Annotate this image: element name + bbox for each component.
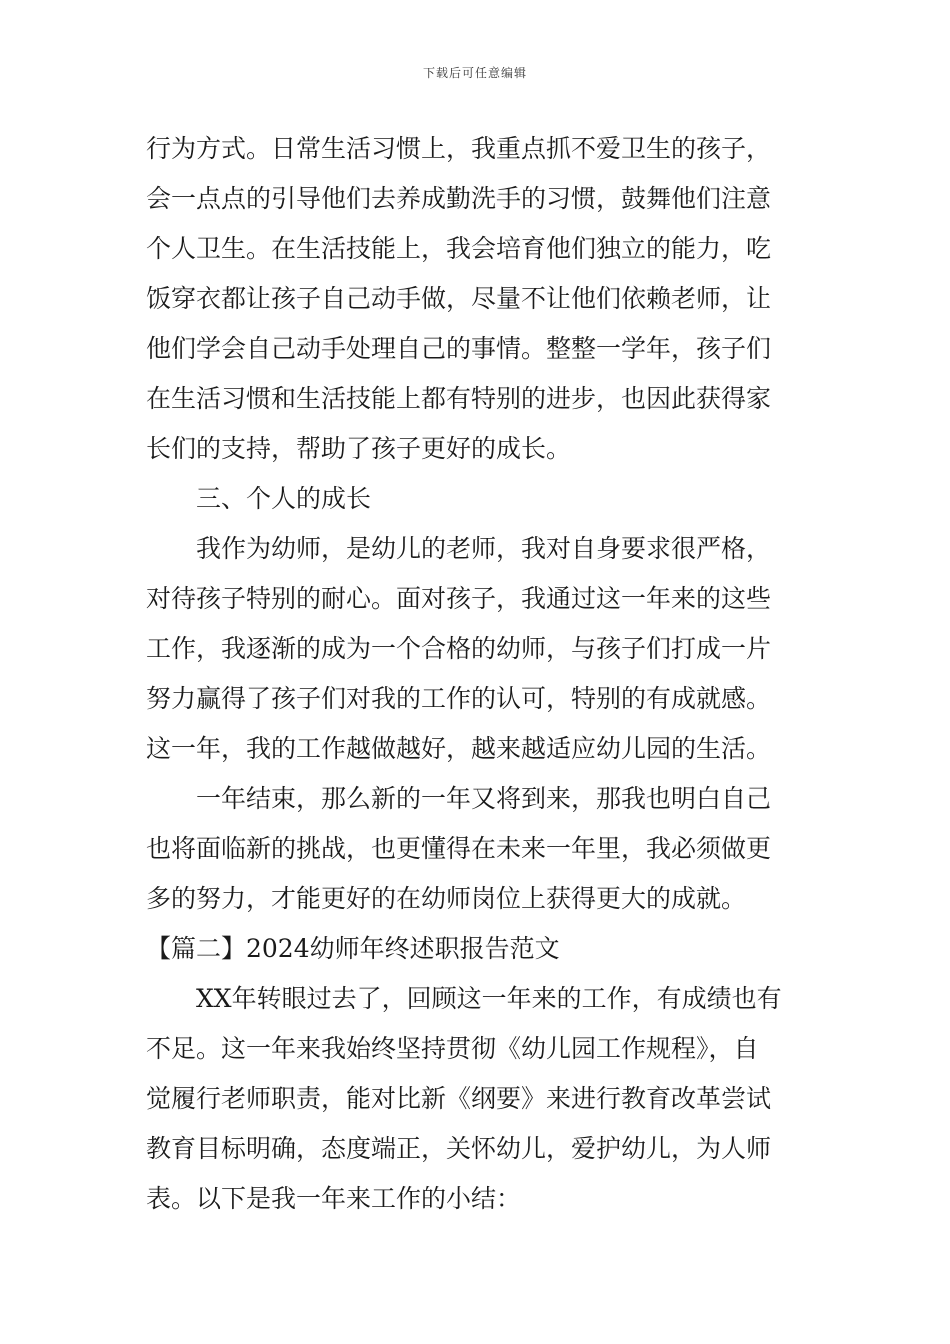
paragraph-start: 我作为幼师，是幼儿的老师，我对自身要求很严格， [196,534,772,563]
text-line: 工作，我逐渐的成为一个合格的幼师，与孩子们打成一片 [146,634,772,663]
text-line: 努力赢得了孩子们对我的工作的认可，特别的有成就感。 [146,684,772,713]
text-line: 他们学会自己动手处理自己的事情。整整一学年，孩子们 [146,334,772,363]
text-line: 在生活习惯和生活技能上都有特别的进步，也因此获得家 [146,384,772,413]
paragraph-start: 一年结束，那么新的一年又将到来，那我也明白自己 [196,784,772,813]
text-line: 饭穿衣都让孩子自己动手做，尽量不让他们依赖老师，让 [146,284,772,313]
paragraph-start: XX年转眼过去了，回顾这一年来的工作，有成绩也有 [196,984,782,1013]
text-line: 这一年，我的工作越做越好，越来越适应幼儿园的生活。 [146,734,772,763]
text-line: 会一点点的引导他们去养成勤洗手的习惯，鼓舞他们注意 [146,184,772,213]
text-line: 也将面临新的挑战，也更懂得在未来一年里，我必须做更 [146,834,772,863]
page-header: 下载后可任意编辑 [422,66,527,80]
section-heading: 三、个人的成长 [196,484,372,513]
article-title: 【篇二】2024幼师年终述职报告范文 [146,934,560,963]
text-line: 行为方式。日常生活习惯上，我重点抓不爱卫生的孩子， [146,134,772,163]
document-body [146,124,811,1224]
text-line: 多的努力，才能更好的在幼师岗位上获得更大的成就。 [146,884,747,913]
text-line: 长们的支持，帮助了孩子更好的成长。 [146,434,572,463]
text-line: 个人卫生。在生活技能上，我会培育他们独立的能力，吃 [146,234,772,263]
text-line: 表。以下是我一年来工作的小结： [146,1184,522,1213]
text-line: 教育目标明确，态度端正，关怀幼儿，爱护幼儿，为人师 [146,1134,772,1163]
text-line: 不足。这一年来我始终坚持贯彻《幼儿园工作规程》，自 [146,1034,759,1063]
text-line: 对待孩子特别的耐心。面对孩子，我通过这一年来的这些 [146,584,772,613]
text-line: 觉履行老师职责，能对比新《纲要》来进行教育改革尝试 [146,1084,772,1113]
